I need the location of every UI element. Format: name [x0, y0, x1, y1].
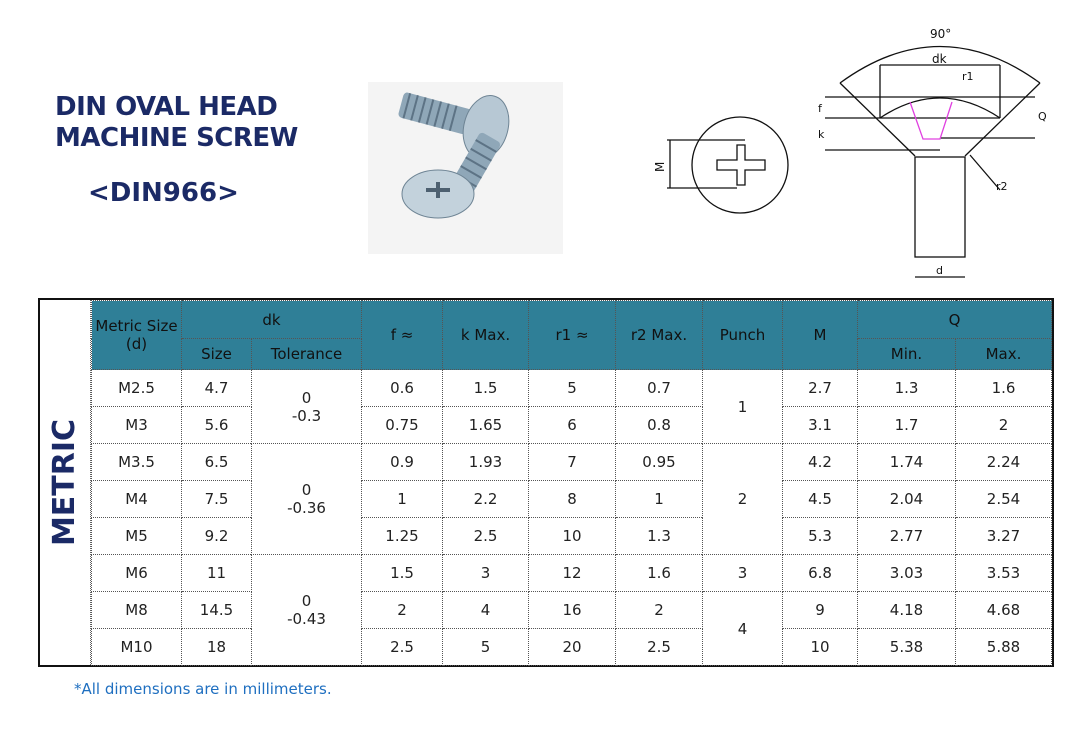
- page-title: DIN OVAL HEAD MACHINE SCREW: [55, 92, 298, 153]
- cell-f: 1.5: [362, 555, 443, 592]
- cell-size: 11: [182, 555, 252, 592]
- cell-r1: 10: [529, 518, 616, 555]
- tolerance-upper: 0: [301, 592, 312, 610]
- header-tolerance: Tolerance: [252, 339, 362, 370]
- cell-size: 6.5: [182, 444, 252, 481]
- cell-k: 2.5: [443, 518, 529, 555]
- cell-qmin: 1.3: [858, 370, 956, 407]
- cell-m: 6.8: [783, 555, 858, 592]
- cell-qmax: 3.53: [956, 555, 1052, 592]
- cell-size: 7.5: [182, 481, 252, 518]
- cell-r2: 1: [616, 481, 703, 518]
- cell-qmax: 2: [956, 407, 1052, 444]
- header-qmax: Max.: [956, 339, 1052, 370]
- cell-f: 0.75: [362, 407, 443, 444]
- header-punch: Punch: [703, 301, 783, 370]
- svg-text:r1: r1: [962, 70, 974, 83]
- svg-text:M: M: [653, 161, 667, 172]
- cell-metric: M6: [92, 555, 182, 592]
- svg-text:r2: r2: [996, 180, 1008, 193]
- cell-m: 5.3: [783, 518, 858, 555]
- cell-metric: M3.5: [92, 444, 182, 481]
- cell-punch: 3: [703, 555, 783, 592]
- cell-r2: 0.7: [616, 370, 703, 407]
- header-qmin: Min.: [858, 339, 956, 370]
- cell-qmax: 2.54: [956, 481, 1052, 518]
- table-row: [92, 481, 1052, 518]
- cell-punch: 1: [703, 370, 783, 444]
- metric-side-label: METRIC: [40, 300, 91, 665]
- table-row: [92, 555, 1052, 592]
- footnote: *All dimensions are in millimeters.: [74, 680, 332, 698]
- standard-label: <DIN966>: [88, 178, 239, 208]
- cell-qmin: 3.03: [858, 555, 956, 592]
- dimensions-table: [38, 298, 1054, 667]
- cell-qmax: 5.88: [956, 629, 1052, 666]
- cell-m: 4.5: [783, 481, 858, 518]
- screw-diagram: [640, 20, 1060, 290]
- cell-f: 2: [362, 592, 443, 629]
- cell-qmax: 4.68: [956, 592, 1052, 629]
- cell-qmax: 2.24: [956, 444, 1052, 481]
- table-row: [92, 444, 1052, 481]
- cell-m: 9: [783, 592, 858, 629]
- cell-k: 2.2: [443, 481, 529, 518]
- header-dk: dk: [182, 301, 362, 339]
- cell-metric: M10: [92, 629, 182, 666]
- header-k: k Max.: [443, 301, 529, 370]
- cell-qmin: 2.04: [858, 481, 956, 518]
- cell-size: 14.5: [182, 592, 252, 629]
- cell-f: 1.25: [362, 518, 443, 555]
- cell-k: 5: [443, 629, 529, 666]
- header-size: Size: [182, 339, 252, 370]
- cell-f: 2.5: [362, 629, 443, 666]
- header-r1: r1 ≈: [529, 301, 616, 370]
- cell-m: 10: [783, 629, 858, 666]
- table-row: [92, 592, 1052, 629]
- cell-r2: 2.5: [616, 629, 703, 666]
- cell-tolerance: [252, 444, 362, 555]
- cell-qmin: 5.38: [858, 629, 956, 666]
- cell-punch: 2: [703, 444, 783, 555]
- cell-r1: 7: [529, 444, 616, 481]
- cell-r1: 6: [529, 407, 616, 444]
- cell-size: 5.6: [182, 407, 252, 444]
- cell-k: 1.65: [443, 407, 529, 444]
- cell-qmin: 2.77: [858, 518, 956, 555]
- cell-qmax: 3.27: [956, 518, 1052, 555]
- cell-k: 4: [443, 592, 529, 629]
- svg-text:dk: dk: [932, 52, 947, 66]
- cell-f: 0.6: [362, 370, 443, 407]
- svg-text:90°: 90°: [930, 27, 952, 41]
- tolerance-lower: -0.36: [287, 499, 326, 517]
- tolerance-upper: 0: [301, 481, 312, 499]
- cell-k: 1.5: [443, 370, 529, 407]
- cell-r1: 16: [529, 592, 616, 629]
- cell-qmin: 1.7: [858, 407, 956, 444]
- cell-size: 18: [182, 629, 252, 666]
- cell-metric: M4: [92, 481, 182, 518]
- cell-r2: 0.8: [616, 407, 703, 444]
- cell-r2: 1.3: [616, 518, 703, 555]
- tolerance-upper: 0: [301, 388, 312, 407]
- table-row: [92, 518, 1052, 555]
- cell-metric: M3: [92, 407, 182, 444]
- tolerance-lower: -0.43: [287, 610, 326, 628]
- cell-r2: 2: [616, 592, 703, 629]
- table-row: [92, 407, 1052, 444]
- cell-qmin: 4.18: [858, 592, 956, 629]
- cell-tolerance: [252, 370, 362, 444]
- cell-qmax: 1.6: [956, 370, 1052, 407]
- cell-k: 3: [443, 555, 529, 592]
- cell-f: 0.9: [362, 444, 443, 481]
- cell-m: 2.7: [783, 370, 858, 407]
- screw-photo: [368, 82, 563, 254]
- svg-text:d: d: [936, 264, 943, 277]
- cell-r2: 1.6: [616, 555, 703, 592]
- cell-r1: 12: [529, 555, 616, 592]
- svg-text:f: f: [818, 102, 822, 115]
- cell-r1: 20: [529, 629, 616, 666]
- cell-r2: 0.95: [616, 444, 703, 481]
- cell-punch: 4: [703, 592, 783, 666]
- header-q: Q: [858, 301, 1052, 339]
- cell-metric: M2.5: [92, 370, 182, 407]
- tolerance-lower: -0.3: [291, 406, 322, 425]
- cell-size: 9.2: [182, 518, 252, 555]
- header-metric: Metric Size (d): [92, 301, 182, 370]
- cell-metric: M8: [92, 592, 182, 629]
- cell-f: 1: [362, 481, 443, 518]
- cell-qmin: 1.74: [858, 444, 956, 481]
- header-m: M: [783, 301, 858, 370]
- cell-size: 4.7: [182, 370, 252, 407]
- header-f: f ≈: [362, 301, 443, 370]
- table-row: [92, 629, 1052, 666]
- cell-metric: M5: [92, 518, 182, 555]
- cell-m: 3.1: [783, 407, 858, 444]
- header-r2: r2 Max.: [616, 301, 703, 370]
- cell-tolerance: [252, 555, 362, 666]
- cell-k: 1.93: [443, 444, 529, 481]
- cell-r1: 8: [529, 481, 616, 518]
- svg-text:Q: Q: [1038, 110, 1047, 123]
- cell-m: 4.2: [783, 444, 858, 481]
- cell-r1: 5: [529, 370, 616, 407]
- table-row: [92, 370, 1052, 407]
- svg-text:k: k: [818, 128, 825, 141]
